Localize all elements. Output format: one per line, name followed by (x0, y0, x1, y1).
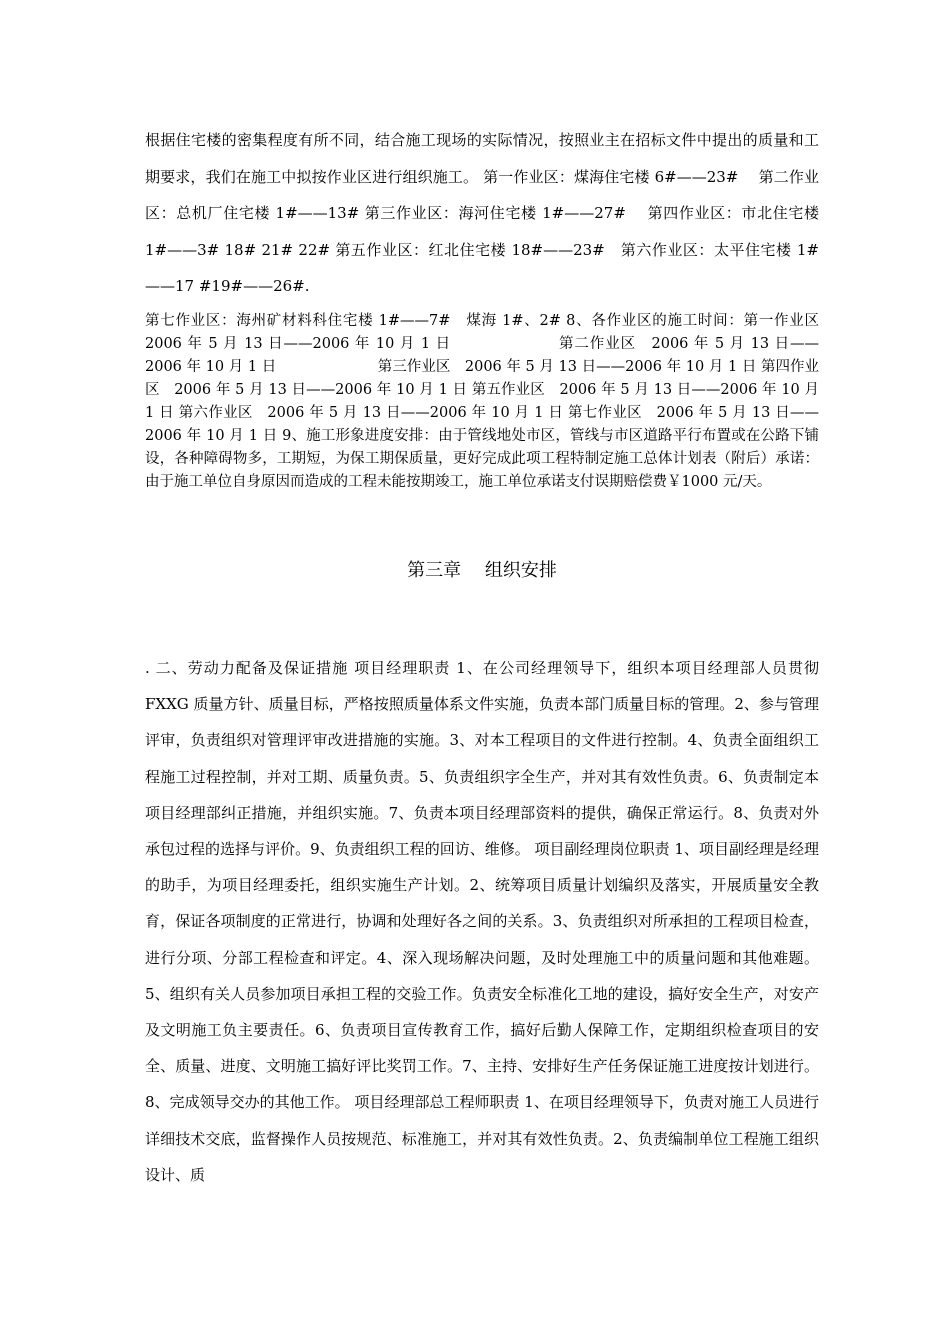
paragraph-schedule: 第七作业区：海州矿材料科住宅楼 1#——7# 煤海 1#、2# 8、各作业区的施工时间：第一作业区 2006 年 5 月 13 日——2006 年 10 月 1 日 第二作业区 2006 年 5 月 13 日——2006 年 10 月 1 日 第三作业区 2006 年 5 月 13 日——2006 年 10 月 1 日 第四作业区 2006 年 5 月 13 日——2006 年 10 月 1 日 第五作业区 2006 年 5 月 13 日——2006 年 10 月 1 日 第六作业区 2006 年 5 月 13 日——2006 年 10 月 1 日 第七作业区 2006 年 5 月 13 日——2006 年 10 月 1 日 9、施工形象进度安排：由于管线地处市区，管线与市区道路平行布置或在公路下铺设，各种障碍物多，工期短，为保工期保质量，更好完成此项工程特制定施工总体计划表（附后）承诺：由于施工单位自身原因而造成的工程未能按期竣工，施工单位承诺支付误期赔偿费￥1000 元/天。 (145, 313, 834, 490)
paragraph-responsibilities: . 二、劳动力配备及保证措施 项目经理职责 1、在公司经理领导下，组织本项目经理部人员贯彻 FXXG 质量方针、质量目标，严格按照质量体系文件实施，负责本部门质量目标的管理。2、参与管理评审，负责组织对管理评审改进措施的实施。3、对本工程项目的文件进行控制。4、负责全面组织工程施工过程控制，并对工期、质量负责。5、负责组织字全生产，并对其有效性负责。6、负责制定本项目经理部纠正措施，并组织实施。7、负责本项目经理部资料的提供，确保正常运行。8、负责对外承包过程的选择与评价。9、负责组织工程的回访、维修。 项目副经理岗位职责 1、项目副经理是经理的助手，为项目经理委托，组织实施生产计划。2、统筹项目质量计划编织及落实，开展质量安全教育，保证各项制度的正常进行，协调和处理好各之间的关系。3、负责组织对所承担的工程项目检查，进行分项、分部工程检查和评定。4、深入现场解决问题，及时处理施工中的质量问题和其他难题。 5、组织有关人员参加项目承担工程的交验工作。负责安全标准化工地的建设，搞好安全生产，对安产及文明施工负主要责任。6、负责项目宣传教育工作，搞好后勤人保障工作，定期组织检查项目的安全、质量、进度、文明施工搞好评比奖罚工作。7、主持、安排好生产任务保证施工进度按计划进行。8、完成领导交办的其他工作。 项目经理部总工程师职责 1、在项目经理领导下，负责对施工人员进行详细技术交底，监督操作人员按规范、标准施工，并对其有效性负责。2、负责编制单位工程施工组织设计、质 (145, 659, 819, 1184)
paragraph-work-zones: 根据住宅楼的密集程度有所不同，结合施工现场的实际情况，按照业主在招标文件中提出的质量和工期要求，我们在施工中拟按作业区进行组织施工。 第一作业区：煤海住宅楼 6#——23# 第二作业区：总机厂住宅楼 1#——13# 第三作业区：海河住宅楼 1#——27# 第四作业区：市北住宅楼 1#——3# 18# 21# 22# 第五作业区：红北住宅楼 18#——23# 第六作业区：太平住宅楼 1#——17 #19#——26#. (145, 131, 819, 295)
chapter-title: 第三章 组织安排 (407, 560, 557, 581)
